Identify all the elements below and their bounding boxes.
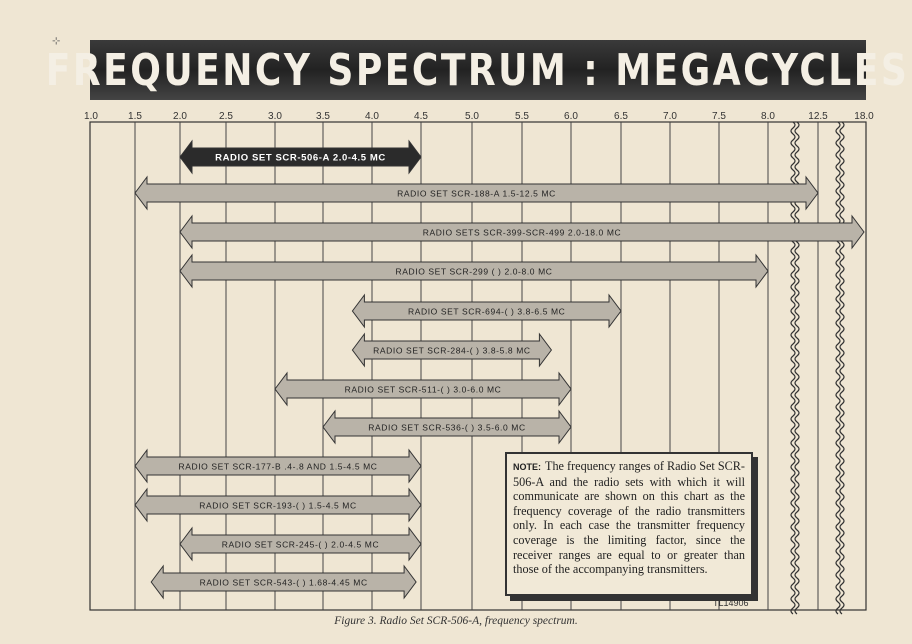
- note-box: [505, 452, 753, 596]
- range-bar-label: RADIO SET SCR-245-( ) 2.0-4.5 MC: [221, 539, 380, 550]
- x-tick-label: 1.5: [128, 111, 142, 122]
- x-tick-label: 6.5: [614, 111, 628, 122]
- x-tick-label: 12.5: [808, 111, 828, 122]
- x-tick-label: 4.5: [414, 111, 428, 122]
- x-tick-label: 3.0: [268, 111, 282, 122]
- x-tick-label: 7.0: [663, 111, 677, 122]
- range-bar-label: RADIO SETS SCR-399-SCR-499 2.0-18.0 MC: [422, 227, 622, 238]
- range-bar-label: RADIO SET SCR-284-( ) 3.8-5.8 MC: [373, 345, 531, 356]
- x-tick-label: 5.0: [465, 111, 479, 122]
- page-mark: ⊹: [52, 36, 61, 47]
- x-tick-label: 7.5: [712, 111, 726, 122]
- figure-id: TL14906: [713, 598, 749, 608]
- axis-break: [840, 122, 844, 614]
- range-bar-label: RADIO SET SCR-536-( ) 3.5-6.0 MC: [368, 422, 526, 433]
- figure-caption: Figure 3. Radio Set SCR-506-A, frequency spectrum.: [334, 615, 578, 627]
- x-tick-label: 18.0: [854, 111, 874, 122]
- x-tick-label: 6.0: [564, 111, 578, 122]
- axis-break: [836, 122, 840, 614]
- range-bar-label: RADIO SET SCR-299 ( ) 2.0-8.0 MC: [395, 266, 553, 277]
- note-text: The frequency ranges of Radio Set SCR-506-A and the radio sets with which it will communicate are shown on this chart as the frequency coverage of the radio transmitters only. In each case the transmitter frequency coverage is the limiting factor, since the receiver ranges are equal to or greater than those of the accompanying transmitters.: [513, 459, 745, 577]
- x-tick-label: 2.5: [219, 111, 233, 122]
- x-tick-label: 2.0: [173, 111, 187, 122]
- range-bar-label: RADIO SET SCR-694-( ) 3.8-6.5 MC: [407, 306, 566, 317]
- x-tick-label: 1.0: [84, 111, 98, 122]
- range-bar-label: RADIO SET SCR-188-A 1.5-12.5 MC: [397, 188, 556, 199]
- range-bar-label: RADIO SET SCR-543-( ) 1.68-4.45 MC: [199, 577, 368, 588]
- range-bar-label: RADIO SET SCR-193-( ) 1.5-4.5 MC: [199, 500, 357, 511]
- x-tick-label: 8.0: [761, 111, 775, 122]
- x-tick-label: 5.5: [515, 111, 529, 122]
- range-bar-label: RADIO SET SCR-177-B .4-.8 AND 1.5-4.5 MC: [178, 461, 378, 472]
- range-bar-label: RADIO SET SCR-511-( ) 3.0-6.0 MC: [344, 384, 502, 395]
- range-bar-label: RADIO SET SCR-506-A 2.0-4.5 MC: [215, 152, 386, 164]
- x-tick-label: 3.5: [316, 111, 330, 122]
- note-prefix: NOTE:: [513, 462, 541, 472]
- chart-title: FREQUENCY SPECTRUM : MEGACYCLES: [46, 44, 910, 96]
- x-tick-label: 4.0: [365, 111, 379, 122]
